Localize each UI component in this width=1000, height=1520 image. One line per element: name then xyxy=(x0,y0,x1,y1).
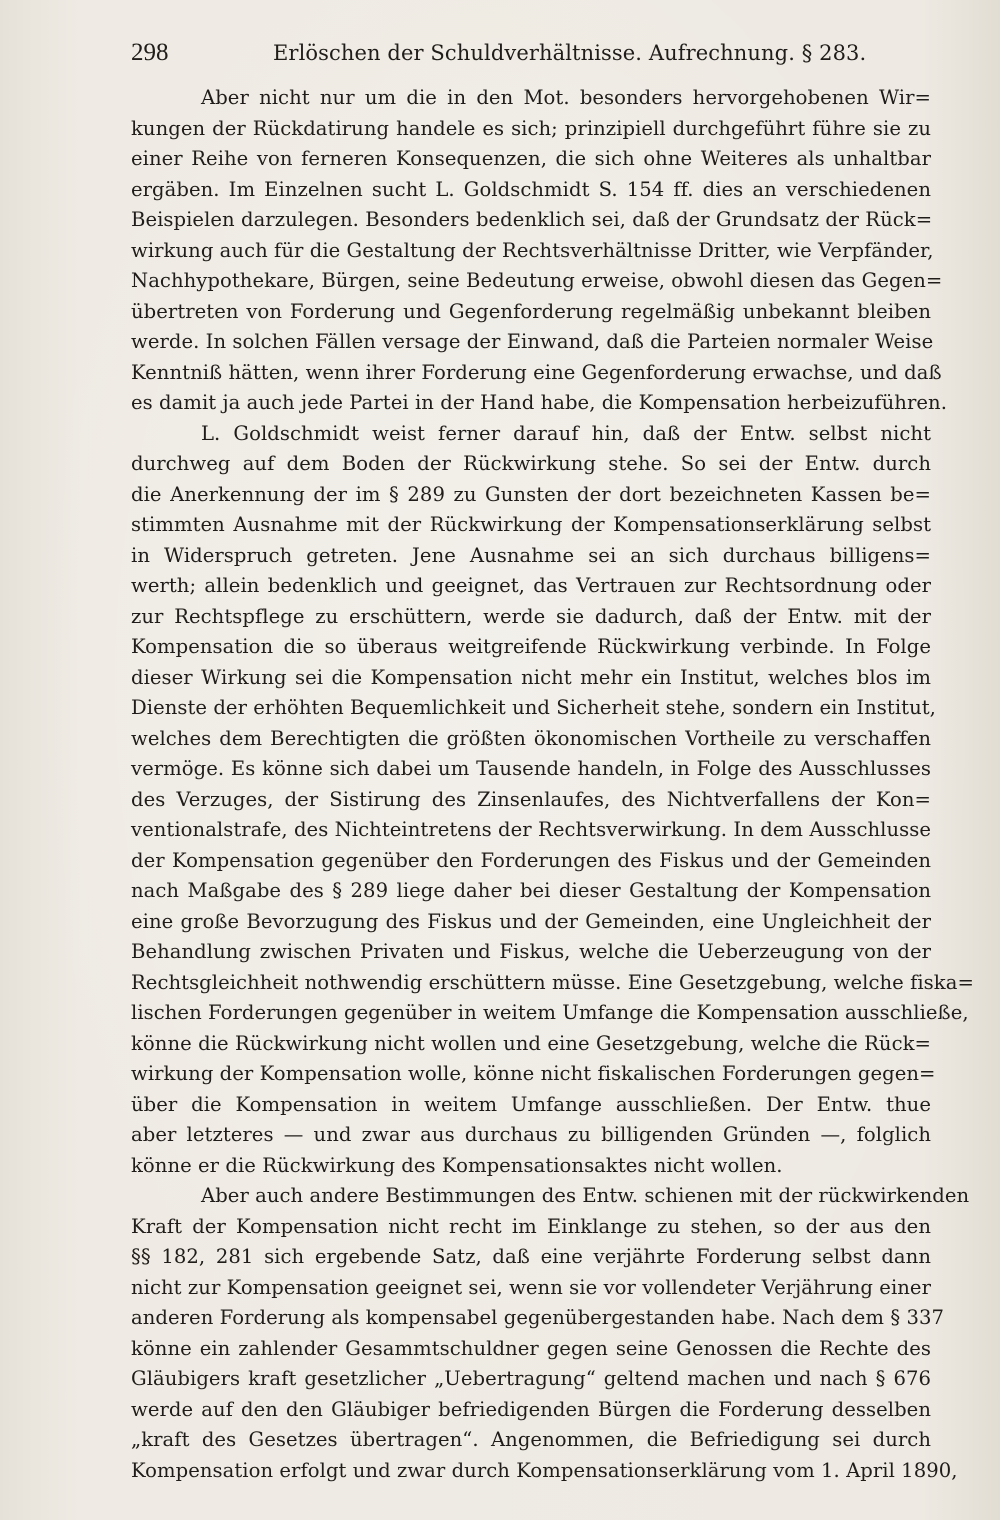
text-line: stimmten Ausnahme mit der Rückwirkung der Kompensationserklärung selbst xyxy=(131,513,931,536)
text-line: Nachhypothekare, Bürgen, seine Bedeutung erweise, obwohl diesen das Gegen= xyxy=(131,269,943,292)
text-line: könne ein zahlender Gesammtschuldner gegen seine Genossen die Rechte des xyxy=(131,1336,931,1360)
text-line: des Verzuges, der Sistirung des Zinsenlaufes, des Nichtverfallens der Kon= xyxy=(131,787,931,811)
text-line: wirkung auch für die Gestaltung der Rechtsverhältnisse Dritter, wie Verpfänder, xyxy=(131,238,934,262)
text-line: L. Goldschmidt weist ferner darauf hin, daß der Entw. selbst nicht xyxy=(201,421,931,445)
text-line: Aber nicht nur um die in den Mot. besonders hervorgehobenen Wir= xyxy=(201,86,931,109)
text-line: Kompensation die so überaus weitgreifende Rückwirkung verbinde. In Folge xyxy=(131,635,931,658)
text-line: Kenntniß hätten, wenn ihrer Forderung eine Gegenforderung erwachse, und daß xyxy=(131,360,942,384)
text-line: eine große Bevorzugung des Fiskus und der Gemeinden, eine Ungleichheit der xyxy=(131,909,931,933)
text-line: aber letzteres — und zwar aus durchaus zu billigenden Gründen —, folglich xyxy=(131,1123,931,1146)
text-line: könne die Rückwirkung nicht wollen und eine Gesetzgebung, welche die Rück= xyxy=(131,1031,931,1055)
text-line: werde auf den den Gläubiger befriedigenden Bürgen die Forderung desselben xyxy=(131,1397,931,1421)
text-line: der Kompensation gegenüber den Forderungen des Fiskus und der Gemeinden xyxy=(131,848,931,872)
text-line: zur Rechtspflege zu erschüttern, werde sie dadurch, daß der Entw. mit der xyxy=(131,604,931,628)
text-line: übertreten von Forderung und Gegenforderung regelmäßig unbekannt bleiben xyxy=(131,299,931,323)
text-line: §§ 182, 281 sich ergebende Satz, daß eine verjährte Forderung selbst dann xyxy=(131,1245,931,1268)
text-line: die Anerkennung der im § 289 zu Gunsten der dort bezeichneten Kassen be= xyxy=(131,482,931,506)
text-line: Aber auch andere Bestimmungen des Entw. schienen mit der rückwirkenden xyxy=(201,1184,970,1207)
text-line: Dienste der erhöhten Bequemlichkeit und Sicherheit stehe, sondern ein Institut, xyxy=(131,696,936,719)
text-line: Kompensation erfolgt und zwar durch Kompensationserklärung vom 1. April 1890, xyxy=(131,1458,958,1482)
text-line: über die Kompensation in weitem Umfange ausschließen. Der Entw. thue xyxy=(131,1092,931,1116)
body-text xyxy=(131,83,974,1486)
text-line: nach Maßgabe des § 289 liege daher bei dieser Gestaltung der Kompensation xyxy=(131,879,931,902)
text-line: nicht zur Kompensation geeignet sei, wenn sie vor vollendeter Verjährung einer xyxy=(131,1275,931,1299)
text-line: kungen der Rückdatirung handele es sich; prinzipiell durchgeführt führe sie zu xyxy=(131,116,931,140)
page-header xyxy=(131,36,931,70)
paragraph xyxy=(131,1181,970,1486)
text-line: werde. In solchen Fällen versage der Einwand, daß die Parteien normaler Weise xyxy=(131,330,934,353)
text-line: wirkung der Kompensation wolle, könne nicht fiskalischen Forderungen gegen= xyxy=(131,1062,936,1085)
text-line: dieser Wirkung sei die Kompensation nicht mehr ein Institut, welches blos im xyxy=(131,665,931,689)
text-line: Beispielen darzulegen. Besonders bedenklich sei, daß der Grundsatz der Rück= xyxy=(131,208,933,231)
text-line: Kraft der Kompensation nicht recht im Einklange zu stehen, so der aus den xyxy=(131,1214,931,1238)
text-line: „kraft des Gesetzes übertragen“. Angenommen, die Befriedigung sei durch xyxy=(131,1428,931,1451)
text-line: welches dem Berechtigten die größten ökonomischen Vortheile zu verschaffen xyxy=(131,726,931,750)
paragraph xyxy=(131,419,974,1182)
paragraph xyxy=(131,83,947,419)
text-line: Gläubigers kraft gesetzlicher „Uebertragung“ geltend machen und nach § 676 xyxy=(131,1367,931,1390)
text-line: einer Reihe von ferneren Konsequenzen, die sich ohne Weiteres als unhaltbar xyxy=(131,147,931,170)
text-line: könne er die Rückwirkung des Kompensationsaktes nicht wollen. xyxy=(131,1153,783,1177)
text-line: anderen Forderung als kompensabel gegenübergestanden habe. Nach dem § 337 xyxy=(131,1306,944,1329)
text-line: Rechtsgleichheit nothwendig erschüttern müsse. Eine Gesetzgebung, welche fiska= xyxy=(131,970,974,994)
text-line: vermöge. Es könne sich dabei um Tausende handeln, in Folge des Ausschlusses xyxy=(131,757,931,780)
running-head: Erlöschen der Schuldverhältnisse. Aufrechnung. § 283. xyxy=(273,41,867,65)
page-number: 298 xyxy=(131,39,169,66)
text-line: ventionalstrafe, des Nichteintretens der Rechtsverwirkung. In dem Ausschlusse xyxy=(131,818,931,841)
text-line: in Widerspruch getreten. Jene Ausnahme sei an sich durchaus billigens= xyxy=(131,543,931,567)
text-line: werth; allein bedenklich und geeignet, das Vertrauen zur Rechtsordnung oder xyxy=(131,574,931,597)
text-line: ergäben. Im Einzelnen sucht L. Goldschmidt S. 154 ff. dies an verschiedenen xyxy=(131,177,931,201)
text-line: es damit ja auch jede Partei in der Hand habe, die Kompensation herbeizuführen. xyxy=(131,391,947,414)
text-line: durchweg auf dem Boden der Rückwirkung stehe. So sei der Entw. durch xyxy=(131,452,931,475)
text-line: Behandlung zwischen Privaten und Fiskus, welche die Ueberzeugung von der xyxy=(131,940,931,963)
text-line: lischen Forderungen gegenüber in weitem Umfange die Kompensation ausschließe, xyxy=(131,1001,969,1024)
